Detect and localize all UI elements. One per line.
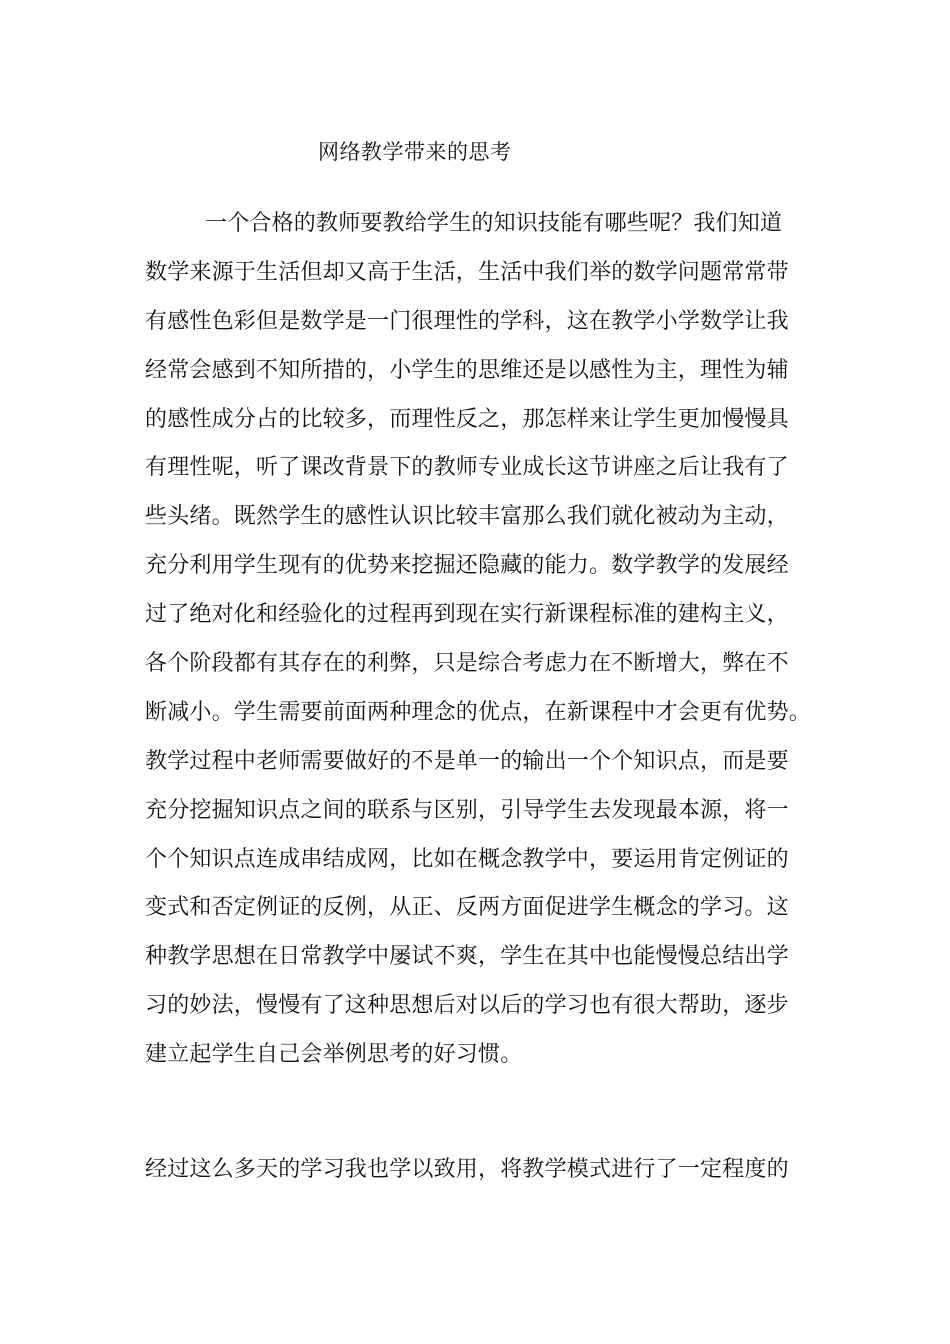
- paragraph-1: [145, 200, 835, 1080]
- paragraph-line: 数学来源于生活但却又高于生活，生活中我们举的数学问题常常带: [145, 259, 789, 285]
- paragraph-line: 经常会感到不知所措的，小学生的思维还是以感性为主，理性为辅: [145, 357, 789, 383]
- document-title: 网络教学带来的思考: [318, 140, 512, 164]
- paragraph-line: 建立起学生自己会举例思考的好习惯。: [145, 1042, 523, 1068]
- paragraph-line: 一个合格的教师要教给学生的知识技能有哪些呢？我们知道: [205, 211, 783, 236]
- paragraph-line: 有理性呢，听了课改背景下的教师专业成长这节讲座之后让我有了: [145, 455, 789, 481]
- paragraph-line: 教学过程中老师需要做好的不是单一的输出一个个知识点，而是要: [145, 748, 789, 774]
- paragraph-line: 充分挖掘知识点之间的联系与区别，引导学生去发现最本源，将一: [145, 797, 789, 823]
- paragraph-line: 有感性色彩但是数学是一门很理性的学科，这在教学小学数学让我: [145, 308, 789, 334]
- paragraph-line: 变式和否定例证的反例，从正、反两方面促进学生概念的学习。这: [145, 895, 789, 921]
- paragraph-line: 经过这么多天的学习我也学以致用，将教学模式进行了一定程度的: [145, 1157, 789, 1182]
- paragraph-line: 断减小。学生需要前面两种理念的优点，在新课程中才会更有优势。: [145, 699, 812, 725]
- paragraph-line: 种教学思想在日常教学中屡试不爽，学生在其中也能慢慢总结出学: [145, 944, 789, 970]
- paragraph-line: 习的妙法，慢慢有了这种思想后对以后的学习也有很大帮助，逐步: [145, 993, 789, 1019]
- paragraph-line: 个个知识点连成串结成网，比如在概念教学中，要运用肯定例证的: [145, 846, 789, 872]
- paragraph-line: 各个阶段都有其存在的利弊，只是综合考虑力在不断增大，弊在不: [145, 651, 789, 677]
- paragraph-line: 过了绝对化和经验化的过程再到现在实行新课程标准的建构主义，: [145, 602, 789, 628]
- paragraph-line: 些头绪。既然学生的感性认识比较丰富那么我们就化被动为主动，: [145, 504, 789, 530]
- paragraph-line: 的感性成分占的比较多，而理性反之，那怎样来让学生更加慢慢具: [145, 406, 789, 432]
- paragraph-2: [145, 1146, 789, 1194]
- paragraph-line: 充分利用学生现有的优势来挖掘还隐藏的能力。数学教学的发展经: [145, 553, 789, 579]
